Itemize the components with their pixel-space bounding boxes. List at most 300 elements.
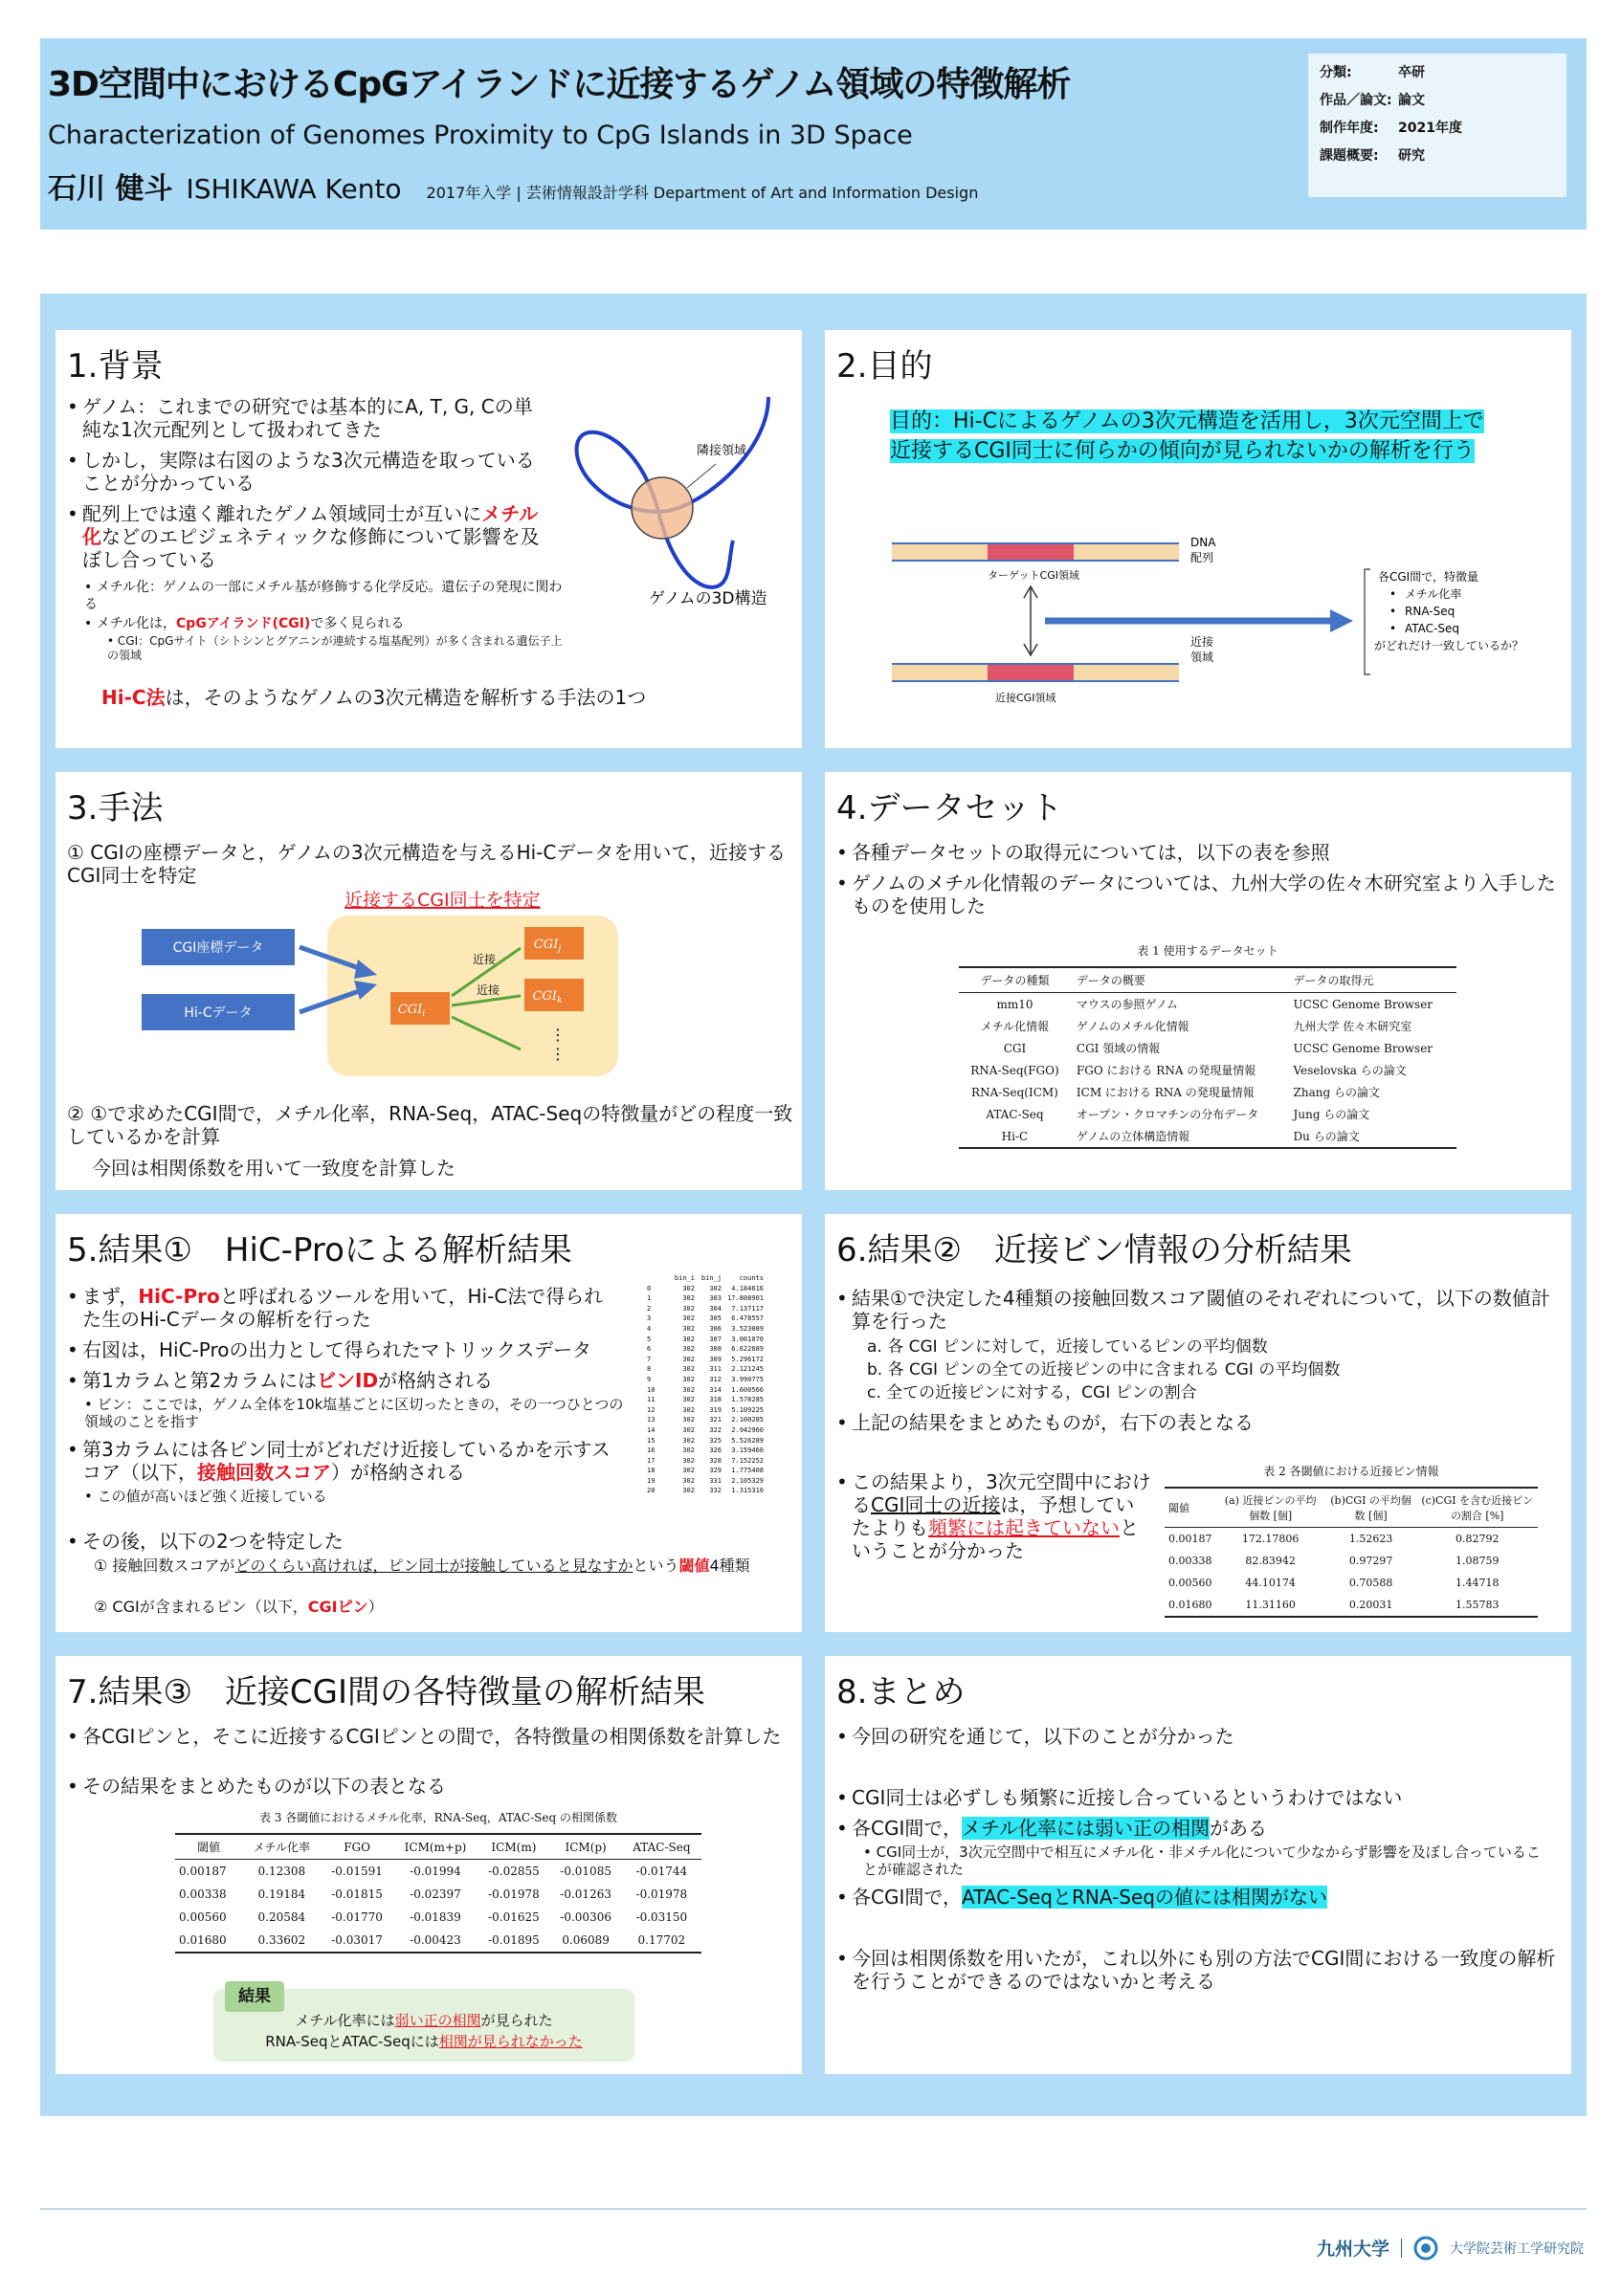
matrix-cell: 17.808901 [727, 1294, 764, 1303]
bullet-text: その結果をまとめたものが以下の表となる [82, 1775, 446, 1798]
table-row [959, 1015, 1456, 1037]
table-cell: 0.70588 [1348, 1577, 1393, 1589]
matrix-row [647, 1395, 764, 1405]
calc-item-c: c. 全ての近接ピンに対する，CGI ピンの割合 [867, 1383, 1197, 1402]
result-box-label: 結果 [225, 1981, 284, 2012]
table-row [175, 1929, 701, 1953]
section-title: 3.手法 [67, 789, 164, 828]
adjacent-region-circle [632, 477, 693, 539]
bullet-then: • その後，以下の2つを特定した [67, 1530, 794, 1553]
matrix-cell: 302 [682, 1375, 695, 1383]
genome-3d-figure [553, 397, 792, 627]
footer-divider [40, 2208, 1587, 2210]
meta-summary [1320, 143, 1555, 170]
matrix-cell: 302 [682, 1355, 695, 1363]
bullet-hicpro: • まず，HiC-Proと呼ばれるツールを用いて，Hi-C法で得られた生のHi-Cデータの解析を行った [67, 1285, 604, 1331]
matrix-row [647, 1415, 764, 1425]
text: が格納される [378, 1369, 494, 1392]
matrix-cell: 19 [647, 1476, 655, 1485]
hicpro-matrix-table [647, 1273, 764, 1496]
school-emblem-icon [1413, 2236, 1438, 2261]
table-row [175, 1906, 701, 1929]
matrix-row [647, 1304, 764, 1314]
table-cell: 0.97297 [1348, 1555, 1393, 1567]
matrix-cell: 12 [647, 1405, 655, 1414]
matrix-cell: 308 [709, 1345, 722, 1354]
highlight-hic: Hi-C法 [101, 686, 166, 709]
matrix-cell: 20 [647, 1487, 655, 1495]
bullet-text: 各CGIピンと，そこに近接するCGIピンとの間で，各特徴量の相関係数を計算した [82, 1725, 782, 1748]
table-cell: UCSC Genome Browser [1293, 997, 1433, 1011]
highlight-weak-correlation: 弱い正の相関 [394, 2012, 481, 2029]
matrix-row [647, 1476, 764, 1487]
matrix-header: counts [739, 1274, 764, 1282]
bullet-no-correlation: • 各CGI間で，ATAC-SeqとRNA-Seqの値には相関がない [836, 1886, 1327, 1909]
matrix-cell: 18 [647, 1467, 655, 1475]
section-dataset [825, 772, 1571, 1190]
matrix-cell: 2 [647, 1304, 652, 1313]
table-header: ICM(p) [550, 1834, 622, 1860]
table-caption: 表 2 各閾値における近接ピン情報 [1263, 1465, 1439, 1478]
highlight-cgi: CpGアイランド(CGI) [176, 616, 311, 631]
bullet-text: ゲノム：これまでの研究では基本的にA, T, G, Cの単純な1次元配列として扱われてきた [82, 395, 533, 441]
table-cell: -0.01978 [635, 1888, 688, 1901]
table-header: (c)CGI を含む近接ピンの割合 [%] [1416, 1488, 1538, 1528]
cgi-k-text: CGI [532, 989, 557, 1004]
text: 第3カラムには各ピン同士がどれだけ近接しているかを示すスコア（以下， [82, 1438, 611, 1484]
table-cell: -0.03017 [321, 1929, 392, 1953]
bullet-3d-structure: • しかし，実際は右図のような3次元構造を取っていることが分かっている [67, 449, 545, 495]
text: と呼ばれるツールを用いて，Hi-C法で得られた生のHi-Cデータの解析を行った [82, 1285, 604, 1331]
text: ） [367, 1598, 384, 1616]
highlight-no-correlation: 相関が見られなかった [438, 2033, 583, 2050]
cgi-k-sub: k [557, 996, 563, 1005]
bullet-text: ゲノムのメチル化情報のデータについては、九州大学の佐々木研究室より入手したものを使用した [852, 872, 1556, 917]
cgi-coord-label: CGI座標データ [172, 940, 264, 956]
sub-bullet-methylation: • メチル化：ゲノムの一部にメチル基が修飾する化学反応。遺伝子の発現に関わる [84, 580, 563, 612]
table-cell: -0.00423 [393, 1929, 478, 1953]
bullet-table-summary: • その結果をまとめたものが以下の表となる [67, 1775, 794, 1798]
matrix-cell: 7.152252 [731, 1456, 764, 1465]
matrix-cell: 10 [647, 1385, 655, 1394]
table-cell: CGI [1003, 1041, 1027, 1055]
near-label-2: 近接 [477, 983, 500, 997]
matrix-cell: 332 [709, 1487, 722, 1495]
table-cell: CGI 領域の情報 [1076, 1042, 1161, 1055]
hic-data-label: Hi-Cデータ [184, 1005, 253, 1021]
feature-item-bullet: • [1389, 622, 1397, 635]
matrix-row [647, 1324, 764, 1335]
near-cgi-region [988, 665, 1074, 680]
table-cell: 1.44718 [1455, 1577, 1500, 1589]
matrix-cell: 302 [682, 1476, 695, 1485]
matrix-cell: 5 [647, 1335, 652, 1343]
matrix-row [647, 1456, 764, 1467]
matrix-cell: 13 [647, 1416, 655, 1424]
matrix-cell: 1.578285 [731, 1396, 764, 1404]
calc-item-b: b. 各 CGI ピンの全ての近接ピンの中に含まれる CGI の平均個数 [867, 1360, 1341, 1380]
bullet-calculation: • 結果①で決定した4種類の接触回数スコア閾値のそれぞれについて，以下の数値計算を行った [836, 1287, 1564, 1333]
table-cell: 82.83942 [1245, 1555, 1296, 1567]
table-cell: RNA-Seq(ICM) [971, 1085, 1058, 1099]
table-cell: ゲノムの立体構造情報 [1071, 1125, 1288, 1148]
sub-bullet-bin: • ビン：ここでは，ゲノム全体を10k塩基ごとに区切ったときの，その一つひとつの領域のことを指す [84, 1396, 624, 1430]
table-cell: -0.00306 [560, 1910, 611, 1924]
bullet-text: しかし，実際は右図のような3次元構造を取っていることが分かっている [82, 449, 535, 495]
matrix-cell: 302 [682, 1304, 695, 1313]
text: この結果より，3次元空間中における [852, 1470, 1151, 1516]
table-header: ICM(m) [478, 1834, 549, 1860]
matrix-cell: 307 [709, 1335, 722, 1343]
method-diagram [142, 887, 735, 1078]
matrix-cell: 1.315310 [731, 1487, 764, 1495]
meta-value: 研究 [1398, 148, 1425, 164]
matrix-row [647, 1284, 764, 1294]
poster-main-panel [40, 294, 1587, 2116]
table-cell: -0.03150 [635, 1910, 688, 1924]
dataset-table [959, 942, 1456, 1149]
numbered-item-1 [94, 1556, 792, 1575]
matrix-row [647, 1466, 764, 1476]
table-cell: 0.17702 [622, 1929, 701, 1953]
table-cell: mm10 [996, 997, 1033, 1011]
near-cgi-label: 近接CGI領域 [995, 692, 1056, 704]
title-japanese: 3D空間中におけるCpGアイランドに近接するゲノム領域の特徴解析 [48, 65, 1071, 104]
text: が見られた [480, 2012, 553, 2029]
matrix-row [647, 1486, 764, 1496]
text: は，そのようなゲノムの3次元構造を解析する手法の1つ [165, 686, 647, 709]
table-row [959, 1103, 1456, 1125]
table-cell: 1.55783 [1416, 1594, 1538, 1617]
sub-text: で多く見られる [310, 616, 405, 631]
university-name: 九州大学 [1316, 2239, 1389, 2260]
bullet-methylation-correlation: • 各CGI間で，メチル化率には弱い正の相関がある [836, 1817, 1267, 1840]
label-leader-line [687, 464, 716, 488]
table-header: データの取得元 [1288, 967, 1456, 993]
table-cell: RNA-Seq(FGO) [970, 1063, 1059, 1077]
text: という [633, 1556, 679, 1575]
cgi-j-sub: j [558, 944, 562, 954]
matrix-cell: 302 [682, 1385, 695, 1394]
matrix-cell: 303 [709, 1294, 722, 1303]
matrix-cell: 302 [682, 1425, 695, 1434]
poster-header [40, 38, 1587, 230]
matrix-cell: 2.942960 [731, 1425, 764, 1434]
matrix-cell: 302 [709, 1284, 722, 1292]
sub-text: この値が高いほど強く近接している [97, 1488, 327, 1505]
table-cell: 172.17806 [1241, 1533, 1300, 1545]
matrix-row [647, 1355, 764, 1365]
matrix-cell: 322 [709, 1425, 722, 1434]
highlight-atac-rna: ATAC-SeqとRNA-Seqの値には相関がない [961, 1886, 1327, 1909]
table-cell: 0.12308 [257, 1865, 306, 1878]
text: がある [1209, 1817, 1267, 1840]
section-method [56, 772, 802, 1190]
question-label: がどれだけ一致しているか？ [1374, 639, 1524, 652]
matrix-cell: 16 [647, 1446, 655, 1455]
purpose-statement [890, 407, 1502, 466]
section-purpose [825, 330, 1571, 748]
table-cell: -0.01263 [560, 1888, 611, 1901]
double-arrow [1024, 586, 1037, 655]
matrix-cell: 14 [647, 1425, 655, 1434]
section-summary [825, 1656, 1571, 2074]
bullet-genome: • ゲノム：これまでの研究では基本的にA, T, G, Cの単純な1次元配列として扱われてきた [67, 395, 545, 441]
matrix-cell: 302 [682, 1335, 695, 1343]
highlight-cgi-bin: CGIピン [307, 1598, 368, 1616]
table-cell: -0.01744 [635, 1865, 688, 1878]
sub-text: CGI同士が，3次元空間中で相互にメチル化・非メチル化について少なからず影響を及ぼし合っていることが確認された [863, 1843, 1541, 1878]
matrix-cell: 302 [682, 1416, 695, 1424]
section-title: 4.データセット [836, 789, 1063, 828]
meta-key: 作品／論文: [1320, 93, 1392, 108]
strand-line-bottom-a [892, 663, 1179, 665]
matrix-cell: 331 [709, 1476, 722, 1485]
section-result-2 [825, 1214, 1571, 1632]
genome-3d-label: ゲノムの3D構造 [649, 589, 767, 608]
table-header: データの概要 [1071, 967, 1288, 993]
highlight-hicpro: HiC-Pro [138, 1285, 220, 1308]
matrix-cell: 0 [647, 1284, 652, 1292]
table-cell: マウスの参照ゲノム [1076, 998, 1178, 1011]
matrix-cell: 5.109225 [731, 1405, 764, 1414]
matrix-header: bin_j [700, 1274, 722, 1282]
target-cgi-region [988, 544, 1074, 560]
bullet-text: 上記の結果をまとめたものが，右下の表となる [852, 1411, 1254, 1434]
matrix-index-header [647, 1273, 668, 1284]
text: まず， [82, 1285, 139, 1308]
bullet-cgi-proximity: • CGI同士は必ずしも頻繁に近接し合っているというわけではない [836, 1786, 1564, 1809]
table-cell: -0.01085 [560, 1865, 611, 1878]
matrix-cell: 302 [682, 1467, 695, 1475]
text: RNA-SeqとATAC-Seqには [265, 2033, 439, 2050]
bracket [1365, 569, 1370, 674]
matrix-row [647, 1314, 764, 1324]
table-header: (a) 近接ピンの平均個数 [個] [1216, 1488, 1325, 1528]
section-title: 1.背景 [67, 347, 164, 386]
matrix-cell: 1.775408 [731, 1467, 764, 1475]
table-cell: 0.82792 [1455, 1533, 1500, 1545]
calc-item-a: a. 各 CGI ピンに対して，近接しているピンの平均個数 [867, 1337, 1268, 1357]
section-title: 2.目的 [836, 347, 933, 386]
matrix-cell: 2.105329 [731, 1476, 764, 1485]
matrix-row [647, 1436, 764, 1446]
section-result-1 [56, 1214, 802, 1632]
matrix-body [647, 1284, 764, 1496]
table-cell: 0.06089 [550, 1929, 622, 1953]
table-cell: 0.33602 [242, 1929, 321, 1953]
matrix-row [647, 1446, 764, 1456]
table-cell: 0.01680 [1165, 1594, 1216, 1617]
footer-logo [1317, 2235, 1584, 2261]
matrix-cell: 318 [709, 1396, 722, 1404]
text: ）が格納される [331, 1461, 465, 1484]
matrix-cell: 7 [647, 1355, 652, 1363]
bullet-columns: • 第1カラムと第2カラムにはビンIDが格納される [67, 1369, 494, 1392]
numbered-item-2 [94, 1599, 792, 1616]
matrix-cell: 8 [647, 1365, 652, 1374]
school-name: 大学院芸術工学研究院 [1450, 2241, 1584, 2257]
table-row [959, 1059, 1456, 1081]
matrix-cell: 302 [682, 1446, 695, 1455]
matrix-cell: 9 [647, 1375, 652, 1383]
matrix-row [647, 1405, 764, 1416]
matrix-cell: 6 [647, 1345, 652, 1354]
meta-year [1320, 115, 1555, 143]
matrix-cell: 325 [709, 1436, 722, 1445]
matrix-cell: 328 [709, 1456, 722, 1465]
highlight-methylation: メチル化 [82, 502, 539, 548]
bullet-correlation: • 各CGIピンと，そこに近接するCGIピンとの間で，各特徴量の相関係数を計算した [67, 1725, 794, 1748]
matrix-cell: 326 [709, 1446, 722, 1455]
text: ② CGIが含まれるピン（以下， [94, 1598, 308, 1616]
table-cell: Zhang らの論文 [1293, 1086, 1380, 1099]
table-cell: ICM における RNA の発現量情報 [1076, 1086, 1255, 1099]
table-cell: -0.01994 [410, 1865, 461, 1878]
footer-separator [1401, 2239, 1402, 2258]
purpose-diagram [882, 531, 1562, 713]
matrix-cell: 3 [647, 1314, 652, 1323]
identify-label: 近接するCGI同士を特定 [344, 890, 541, 911]
section-title: 8.まとめ [836, 1673, 966, 1711]
cgi-j-text: CGI [533, 938, 559, 952]
table-cell: 0.20031 [1325, 1594, 1417, 1617]
sequence-label: 配列 [1190, 551, 1214, 564]
bullet-text: 今回は相関係数を用いたが，これ以外にも別の方法でCGI間における一致度の解析を行うことができるのではないかと考える [852, 1947, 1556, 1993]
table-cell: 1.08759 [1455, 1555, 1500, 1567]
section-title: 5.結果① HiC-Proによる解析結果 [67, 1231, 572, 1269]
bullet-dataset-source: • 各種データセットの取得元については，以下の表を参照 [836, 841, 1564, 864]
matrix-cell: 304 [709, 1304, 722, 1313]
table-cell: 0.19184 [257, 1888, 306, 1901]
matrix-cell: 302 [682, 1487, 695, 1495]
author-row [48, 165, 978, 207]
table-header: ICM(m+p) [393, 1834, 478, 1860]
between-label: 各CGI間で，特徴量 [1378, 570, 1478, 584]
sub-sub-bullet-cgi-def: • CGI：CpGサイト（シトシンとグアニンが連続する塩基配列）が多く含まれる遺伝子上の領域 [107, 634, 563, 662]
method-step-2: ② ①で求めたCGI間で，メチル化率，RNA-Seq，ATAC-Seqの特徴量がどの程度一致しているかを計算 [67, 1102, 793, 1148]
matrix-row [647, 1385, 764, 1396]
matrix-cell: 3.990775 [731, 1375, 764, 1383]
matrix-cell: 3.001070 [731, 1335, 764, 1343]
meta-value: 卒研 [1398, 65, 1425, 80]
table-cell: 0.20584 [257, 1910, 306, 1924]
section-title: 7.結果③ 近接CGI間の各特徴量の解析結果 [67, 1673, 706, 1711]
near-bin-table [1165, 1463, 1538, 1618]
section-title: 6.結果② 近接ビン情報の分析結果 [836, 1231, 1352, 1269]
bullet-future-work: • 今回は相関係数を用いたが，これ以外にも別の方法でCGI間における一致度の解析を行うことができるのではないかと考える [836, 1947, 1564, 1993]
matrix-row [647, 1375, 764, 1385]
matrix-cell: 5.526289 [731, 1436, 764, 1445]
matrix-cell: 7.137117 [731, 1304, 764, 1313]
matrix-row [647, 1425, 764, 1436]
main-arrow-head [1330, 609, 1353, 632]
table-row [175, 1883, 701, 1906]
bullet-score: • 第3カラムには各ピン同士がどれだけ近接しているかを示すスコア（以下，接触回数スコア）が格納される [67, 1438, 611, 1484]
table-cell: -0.01625 [488, 1910, 540, 1924]
table-cell: 44.10174 [1245, 1577, 1296, 1589]
table-caption: 表 3 各閾値におけるメチル化率，RNA-Seq，ATAC-Seq の相関係数 [258, 1811, 617, 1824]
matrix-cell: 302 [682, 1345, 695, 1354]
matrix-cell: 17 [647, 1456, 655, 1465]
meta-key: 制作年度: [1320, 121, 1379, 136]
text: 4種類 [709, 1556, 750, 1575]
table-cell: -0.01839 [410, 1910, 461, 1924]
matrix-cell: 319 [709, 1405, 722, 1414]
table-cell: メチル化情報 [980, 1020, 1050, 1033]
matrix-cell: 302 [682, 1436, 695, 1445]
section-background [56, 330, 802, 748]
table-cell: -0.02855 [488, 1865, 540, 1878]
feature-item-rnaseq: RNA-Seq [1405, 605, 1455, 618]
cgi-j-label [534, 938, 561, 954]
text: などのエピジェネティックな修飾について影響を及ぼし合っている [82, 525, 540, 571]
matrix-cell: 302 [682, 1314, 695, 1323]
neighbor-label-2: 領域 [1190, 651, 1214, 664]
table-cell: -0.01815 [331, 1888, 383, 1901]
table-cell: 九州大学 佐々木研究室 [1293, 1020, 1412, 1033]
table-cell: 1.52623 [1348, 1533, 1393, 1545]
bullet-text: その後，以下の2つを特定した [82, 1530, 344, 1553]
table-header: メチル化率 [242, 1834, 321, 1860]
section-result-3 [56, 1656, 802, 2074]
meta-work-type [1320, 87, 1555, 115]
result-line-2 [213, 2031, 634, 2051]
matrix-cell: 11 [647, 1396, 655, 1404]
strand-line-bottom-b [892, 680, 1179, 682]
table-cell: 0.00187 [1168, 1533, 1212, 1545]
table-cell: 11.31160 [1216, 1594, 1325, 1617]
ellipsis-dot: ⋮ [550, 1026, 566, 1044]
matrix-cell: 302 [682, 1284, 695, 1292]
matrix-cell: 305 [709, 1314, 722, 1323]
matrix-cell: 302 [682, 1324, 695, 1333]
matrix-cell: 2.100285 [731, 1416, 764, 1424]
matrix-cell: 311 [709, 1365, 722, 1374]
result-line-1 [213, 2010, 634, 2030]
near-label-1: 近接 [473, 953, 497, 966]
matrix-cell: 302 [682, 1396, 695, 1404]
table-body [175, 1860, 701, 1954]
text: 各CGI間で， [852, 1886, 962, 1909]
matrix-cell: 329 [709, 1467, 722, 1475]
table-body [959, 993, 1456, 1149]
target-cgi-label: ターゲットCGI領域 [988, 569, 1080, 582]
matrix-cell: 314 [709, 1385, 722, 1394]
sub-text: CGI：CpGサイト（シトシンとグアニンが連続する塩基配列）が多く含まれる遺伝子上の領域 [107, 634, 563, 662]
sub-text: ビン：ここでは，ゲノム全体を10k塩基ごとに区切ったときの，その一つひとつの領域のことを指す [84, 1396, 624, 1430]
table-header: (b)CGI の平均個数 [個] [1325, 1488, 1417, 1528]
table-cell: -0.02397 [410, 1888, 461, 1901]
meta-key: 分類: [1320, 65, 1352, 80]
highlight-bin-id: ビンID [317, 1369, 379, 1392]
table-cell: オープン・クロマチンの分布データ [1076, 1108, 1259, 1121]
sub-bullet-methylation-effect: • CGI同士が，3次元空間中で相互にメチル化・非メチル化について少なからず影響を及ぼし合っていることが確認された [863, 1843, 1541, 1878]
table-row [959, 1125, 1456, 1148]
purpose-text: 目的：Hi-Cによるゲノムの3次元構造を活用し，3次元空間上で近接するCGI同士に何らかの傾向が見られないかの解析を行う [890, 409, 1484, 463]
bullet-conclusion: • この結果より，3次元空間中におけるCGI同士の近接は，予想していたよりも頻繁には起きていないということが分かった [836, 1470, 1151, 1562]
matrix-cell: 302 [682, 1456, 695, 1465]
feature-item-bullet: • [1389, 587, 1397, 601]
matrix-cell: 2.121245 [731, 1365, 764, 1374]
sub-bullet-cgi: • メチル化は，CpGアイランド(CGI)で多く見られる [84, 616, 405, 631]
matrix-cell: 312 [709, 1375, 722, 1383]
bullet-text: 今回の研究を通じて，以下のことが分かった [852, 1725, 1234, 1748]
feature-item-bullet: • [1389, 605, 1397, 618]
matrix-cell: 4 [647, 1324, 652, 1333]
bullet-text: 結果①で決定した4種類の接触回数スコア閾値のそれぞれについて，以下の数値計算を行った [852, 1287, 1550, 1333]
method-step-2b: 今回は相関係数を用いて一致度を計算した [92, 1157, 455, 1180]
